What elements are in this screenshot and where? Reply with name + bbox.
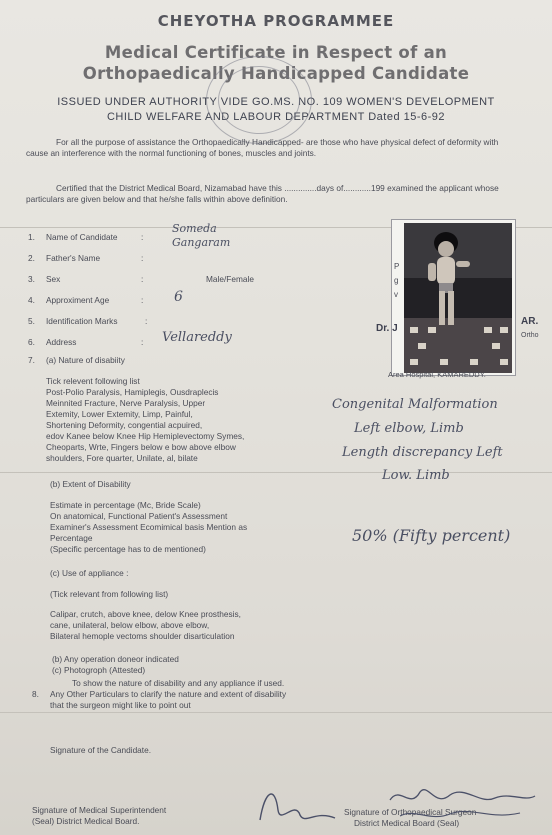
diagnosis-line: Low. Limb: [382, 468, 450, 483]
extent-instructions: [50, 500, 247, 555]
diagnosis-line: Length discrepancy Left: [342, 445, 503, 460]
photograph-label: (c) Photogroph (Attested): [52, 665, 146, 675]
certificate-title-line2: Orthopaedically Handicapped Candidate: [82, 64, 470, 83]
list-line: Tick relevent following list: [46, 376, 140, 386]
certified-paragraph: Certified that the District Medical Board, Nizamabad have this ..............days of............199 examined the applicant whose particulars are given below and that he/she falls within above definition.: [26, 183, 499, 204]
stamp-doctor-suffix: AR.: [521, 316, 539, 327]
diagnosis-line: Left elbow, Limb: [354, 421, 464, 436]
child-photo-icon: [404, 223, 512, 373]
surgeon-signature-label: Signature of Orthopaedical Surgeon: [344, 807, 477, 817]
candidate-signature-label: Signature of the Candidate.: [50, 745, 152, 755]
stamp-department: Ortho: [521, 332, 539, 339]
list-line: shoulders, Fore quarter, Unilate, al, bilate: [46, 453, 198, 463]
field-colon: :: [145, 316, 148, 326]
field-label-name: Name of Candidate: [46, 232, 118, 242]
field-label-address: Address: [46, 337, 77, 347]
item-number: 8.: [32, 689, 39, 699]
field-label-identification: Identification Marks: [46, 316, 118, 326]
candidate-name-value: Someda Gangaram: [172, 222, 231, 249]
list-line: Extemity, Lower Extemity, Limp, Painful,: [46, 409, 193, 419]
sex-value: Male/Female: [206, 274, 254, 284]
diagnosis-line: Congenital Malformation: [332, 397, 498, 412]
field-colon: :: [141, 253, 144, 263]
other-particulars-line1: Any Other Particulars to clarify the nature and extent of disability: [50, 689, 287, 699]
handwritten-diagnosis: [332, 393, 503, 487]
field-colon: :: [141, 337, 144, 347]
extent-line: On anatomical, Functional Patient's Assessment: [50, 511, 228, 521]
nature-options-list: [46, 376, 244, 464]
issued-authority-line2: CHILD WELFARE AND LABOUR DEPARTMENT Dated 15-6-92: [106, 111, 446, 123]
list-line: Meinnited Fracture, Nerve Paralysis, Upper: [46, 398, 206, 408]
appliance-line: Calipar, crutch, above knee, delow Knee prosthesis,: [50, 609, 241, 619]
list-line: Shortening Deformity, congential acpuired,: [46, 420, 203, 430]
candidate-photo: [391, 219, 516, 376]
photo-image: [404, 223, 512, 373]
list-line: Post-Polio Paralysis, Hamiplegis, Ousdraplecis: [46, 387, 219, 397]
field-number: 6.: [28, 337, 35, 347]
appliance-line: cane, unilateral, below elbow, above elbow,: [50, 620, 210, 630]
nature-of-disability-label: (a) Nature of disabiity: [46, 355, 125, 365]
field-number: 4.: [28, 295, 35, 305]
field-label-father: Father's Name: [46, 253, 101, 263]
extent-line: Examiner's Assessment Ecomimical basis Mention as: [50, 522, 248, 532]
list-line: Cheoparts, Wrte, Fingers below e bow above elbow: [46, 442, 236, 452]
disability-percentage-value: 50% (Fifty percent): [352, 526, 511, 545]
age-value: 6: [174, 289, 183, 305]
field-number: 2.: [28, 253, 35, 263]
extent-of-disability-label: (b) Extent of Disability: [50, 479, 131, 489]
extent-line: Percentage: [50, 533, 93, 543]
paper-fold: [0, 712, 552, 713]
photo-stamp-letters: P g v: [394, 262, 400, 299]
definition-paragraph: For all the purpose of assistance the Orthopaedically Handicapped- are those who have physical defect of deformity with cause an interference with the normal functioning of bones, muscles and joints.: [26, 137, 499, 158]
superintendent-signature-label: Signature of Medical Superintendent: [32, 805, 167, 815]
certificate-title-line1: Medical Certificate in Respect of an: [104, 43, 448, 62]
issued-authority-line1: ISSUED UNDER AUTHORITY VIDE GO.MS. NO. 109 WOMEN'S DEVELOPMENT: [57, 96, 495, 108]
field-colon: :: [141, 295, 144, 305]
stamp-doctor-name: Dr. J: [376, 323, 398, 334]
operation-label: (b) Any operation doneor indicated: [52, 654, 179, 664]
field-colon: :: [141, 274, 144, 284]
extent-line: (Specific percentage has to de mentioned): [50, 544, 206, 554]
photograph-note: To show the nature of disability and any appliance if used.: [72, 678, 285, 688]
field-number: 3.: [28, 274, 35, 284]
appliance-line: Bilateral hemople vectoms shoulder disarticulation: [50, 631, 235, 641]
official-seal-inner-ring: [218, 66, 300, 134]
field-number: 1.: [28, 232, 35, 242]
appliance-tick-instruction: (Tick relevant from following list): [50, 589, 169, 599]
stamp-hospital: Area Hospital, KAMAREDDY.: [388, 370, 486, 379]
handwritten-signatures-icon: [240, 780, 540, 830]
other-particulars-line2: that the surgeon might like to point out: [50, 700, 191, 710]
surgeon-seal-label: District Medical Board (Seal): [354, 818, 460, 828]
programme-title: CHEYOTHA PROGRAMMEE: [157, 12, 395, 30]
address-value: Vellareddy: [162, 330, 232, 345]
list-line: edov Kanee below Knee Hip Hemiplevectomy Symes,: [46, 431, 245, 441]
field-label-sex: Sex: [46, 274, 61, 284]
appliance-options-list: [50, 609, 241, 642]
field-label-age: Approximent Age: [46, 295, 110, 305]
superintendent-seal-label: (Seal) District Medical Board.: [32, 816, 140, 826]
field-number: 5.: [28, 316, 35, 326]
item-number: 7.: [28, 355, 35, 365]
extent-line: Estimate in percentage (Mc, Bride Scale): [50, 500, 201, 510]
use-of-appliance-label: (c) Use of appliance :: [50, 568, 129, 578]
field-colon: :: [141, 232, 144, 242]
